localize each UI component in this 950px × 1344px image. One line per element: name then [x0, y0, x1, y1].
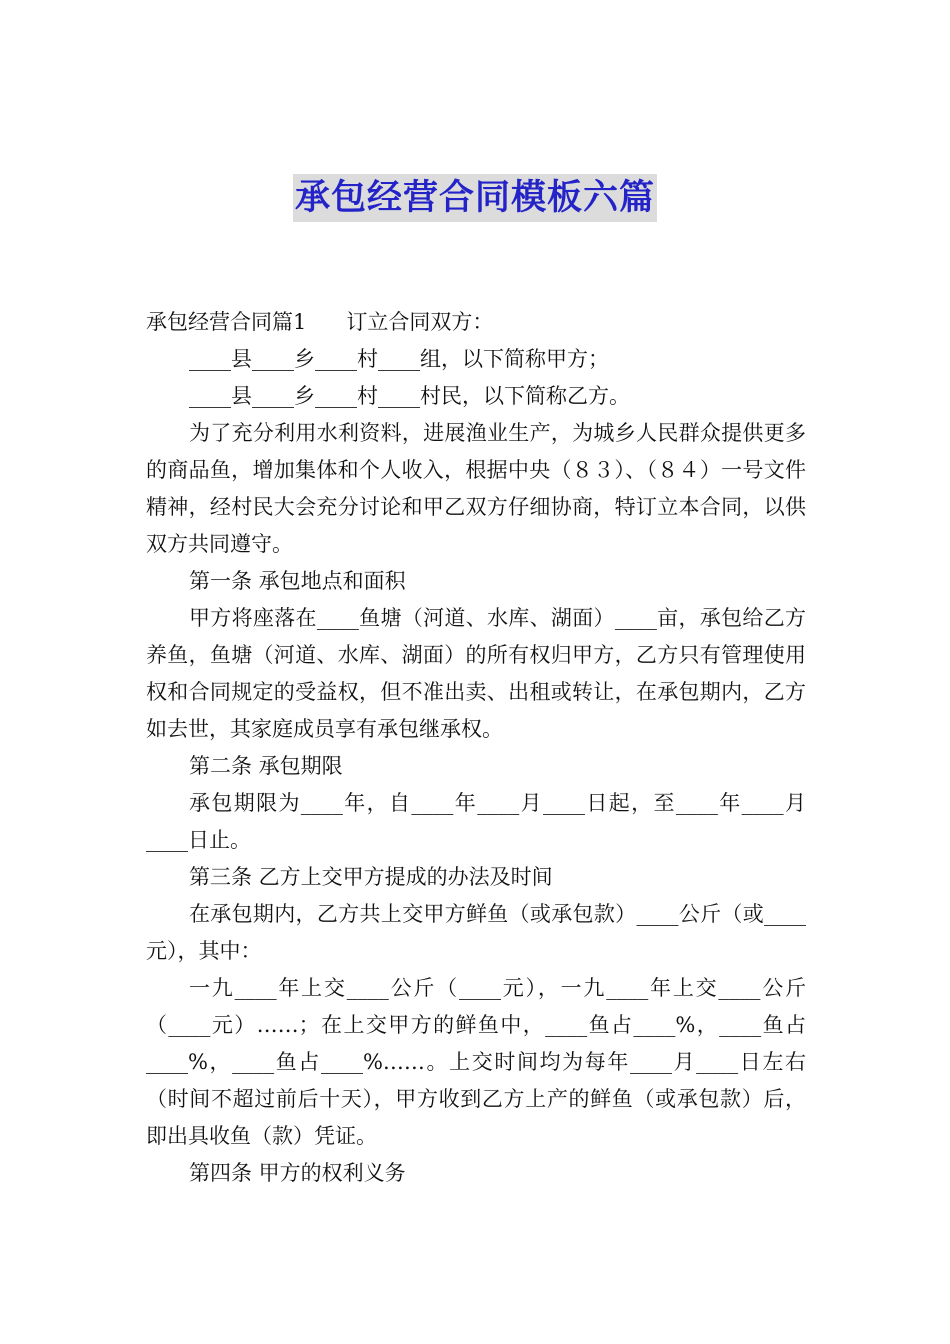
paragraph: 承包期限为____年，自____年____月____日起，至____年____月____日止。 — [146, 791, 806, 852]
document-title: 承包经营合同模板六篇 — [293, 174, 657, 222]
document-body — [146, 304, 806, 1192]
paragraph: ____县____乡____村____村民，以下简称乙方。 — [189, 384, 630, 408]
article-heading: 第一条 承包地点和面积 — [189, 569, 406, 593]
paragraph: 在承包期内，乙方共上交甲方鲜鱼（或承包款）____公斤（或____元），其中： — [146, 902, 806, 963]
contract-intro: 订立合同双方： — [346, 310, 494, 334]
article-heading: 第二条 承包期限 — [189, 754, 343, 778]
paragraph: 一九____年上交____公斤（____元），一九____年上交____公斤（____元）……；在上交甲方的鲜鱼中，____鱼占____%，____鱼占____%，____鱼占____%……。上交时间均为每年____月____日左右（时间不超过前后十天），甲方收到乙方上产的鲜鱼（或承包款）后，即出具收鱼（款）凭证。 — [146, 976, 806, 1148]
article-heading: 第三条 乙方上交甲方提成的办法及时间 — [189, 865, 553, 889]
paragraph: ____县____乡____村____组，以下简称甲方； — [189, 347, 609, 371]
article-heading: 第四条 甲方的权利义务 — [189, 1161, 406, 1185]
paragraph: 为了充分利用水利资料，进展渔业生产，为城乡人民群众提供更多的商品鱼，增加集体和个人收入，根据中央（８３）、（８４）一号文件精神，经村民大会充分讨论和甲乙双方仔细协商，特订立本合同，以供双方共同遵守。 — [146, 421, 806, 556]
paragraph: 甲方将座落在____鱼塘（河道、水库、湖面）____亩，承包给乙方养鱼，鱼塘（河道、水库、湖面）的所有权归甲方，乙方只有管理使用权和合同规定的受益权，但不准出卖、出租或转让，在承包期内，乙方如去世，其家庭成员享有承包继承权。 — [146, 606, 806, 741]
section-heading-line — [146, 304, 806, 341]
contract-heading: 承包经营合同篇1 — [146, 310, 307, 334]
title-container — [0, 174, 950, 222]
